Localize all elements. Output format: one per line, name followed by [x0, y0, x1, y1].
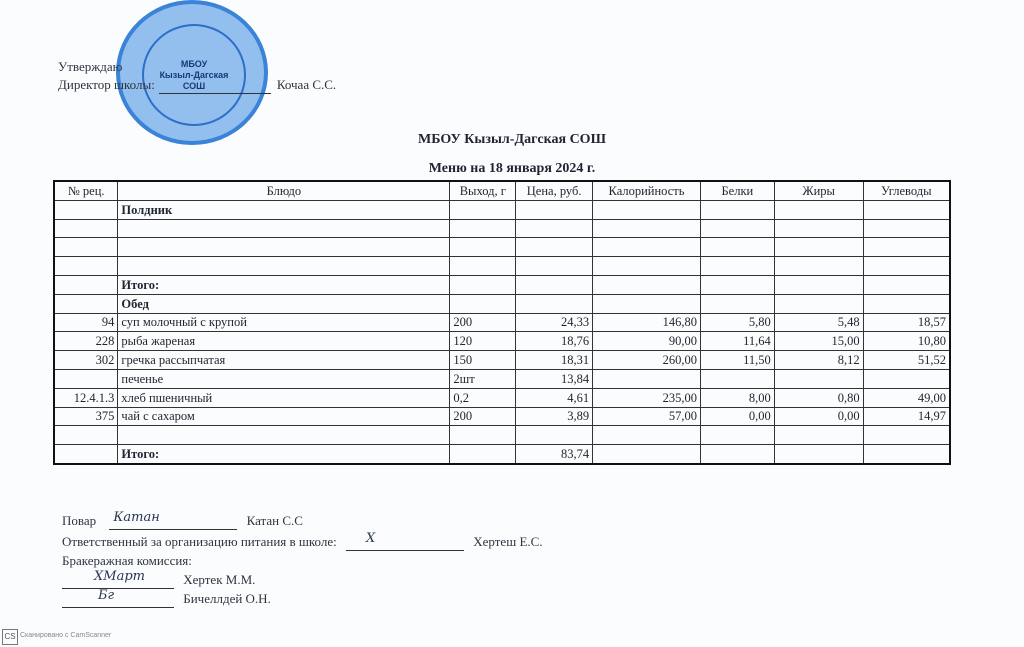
table-row: [54, 238, 950, 257]
member2-handwriting: Бг: [98, 588, 115, 603]
cell-rec: [54, 275, 118, 294]
cell-cal: [593, 426, 701, 445]
cell-cal: [593, 257, 701, 276]
member1-signature-line: [62, 571, 255, 589]
cell-carb: 51,52: [863, 351, 950, 370]
cell-dish: гречка рассыпчатая: [118, 351, 450, 370]
cell-rec: [54, 238, 118, 257]
cell-carb: 18,57: [863, 313, 950, 332]
cell-carb: [863, 294, 950, 313]
col-header: Жиры: [774, 181, 863, 200]
cell-fat: 0,00: [774, 407, 863, 426]
member2-signature: [62, 588, 174, 608]
cell-dish: Итого:: [118, 275, 450, 294]
cell-fat: 5,48: [774, 313, 863, 332]
cell-out: 150: [450, 351, 516, 370]
responsible-label: Ответственный за организацию питания в школе:: [62, 534, 337, 549]
cell-carb: 10,80: [863, 332, 950, 351]
cell-cal: [593, 275, 701, 294]
cell-price: [516, 275, 593, 294]
table-row: [54, 200, 950, 219]
cell-dish: рыба жареная: [118, 332, 450, 351]
cell-out: [450, 238, 516, 257]
cell-prot: 0,00: [700, 407, 774, 426]
responsible-signature: [346, 531, 464, 551]
table-row: [54, 332, 950, 351]
cell-fat: [774, 445, 863, 464]
cell-price: 4,61: [516, 388, 593, 407]
stamp-line: СОШ: [182, 80, 206, 91]
cell-prot: [700, 200, 774, 219]
cell-cal: 146,80: [593, 313, 701, 332]
cell-cal: [593, 200, 701, 219]
cell-out: 0,2: [450, 388, 516, 407]
cell-carb: [863, 219, 950, 238]
cell-carb: [863, 200, 950, 219]
cell-fat: [774, 426, 863, 445]
member1-handwriting: ХМарт: [94, 569, 145, 584]
cell-prot: [700, 219, 774, 238]
cell-fat: 8,12: [774, 351, 863, 370]
cook-name: Катан С.С: [246, 513, 303, 528]
cell-price: [516, 200, 593, 219]
col-header: Блюдо: [118, 181, 450, 200]
director-signature-line: [159, 79, 271, 94]
cell-cal: 90,00: [593, 332, 701, 351]
cell-out: 200: [450, 313, 516, 332]
cell-prot: [700, 445, 774, 464]
member1-name: Хертек М.М.: [183, 572, 256, 587]
cell-prot: 5,80: [700, 313, 774, 332]
responsible-handwriting: Х: [366, 531, 376, 546]
cell-fat: [774, 294, 863, 313]
cell-rec: [54, 445, 118, 464]
cell-out: [450, 445, 516, 464]
cell-prot: 11,64: [700, 332, 774, 351]
cell-dish: [118, 219, 450, 238]
cell-price: [516, 238, 593, 257]
approval-block: [58, 58, 336, 94]
cell-carb: 49,00: [863, 388, 950, 407]
table-row: [54, 426, 950, 445]
cell-carb: [863, 275, 950, 294]
menu-title: Меню на 18 января 2024 г.: [428, 161, 596, 176]
table-row: [54, 369, 950, 388]
table-row: [54, 351, 950, 370]
cell-price: [516, 294, 593, 313]
cell-price: 24,33: [516, 313, 593, 332]
approval-label: Утверждаю: [58, 59, 123, 74]
cell-price: [516, 257, 593, 276]
responsible-name: Хертеш Е.С.: [473, 534, 543, 549]
table-row: [54, 257, 950, 276]
col-header: Углеводы: [863, 181, 950, 200]
cell-cal: [593, 369, 701, 388]
cell-rec: 228: [54, 332, 118, 351]
cell-rec: 302: [54, 351, 118, 370]
cell-prot: [700, 275, 774, 294]
responsible-signature-line: [62, 533, 543, 551]
cell-dish: суп молочный с крупой: [118, 313, 450, 332]
col-header: Цена, руб.: [516, 181, 593, 200]
cell-prot: [700, 257, 774, 276]
table-row: [54, 313, 950, 332]
menu-table: [53, 180, 951, 465]
cook-label: Повар: [62, 513, 97, 528]
table-header-row: [54, 181, 950, 200]
cell-out: [450, 200, 516, 219]
cell-rec: 375: [54, 407, 118, 426]
cell-fat: [774, 219, 863, 238]
camscanner-text: Сканировано с CamScanner: [20, 632, 112, 639]
cell-cal: 260,00: [593, 351, 701, 370]
cell-out: [450, 257, 516, 276]
cell-cal: 57,00: [593, 407, 701, 426]
table-row: [54, 445, 950, 464]
cell-rec: [54, 369, 118, 388]
cell-dish: Полдник: [118, 200, 450, 219]
cell-dish: [118, 238, 450, 257]
cell-out: [450, 426, 516, 445]
cell-price: 83,74: [516, 445, 593, 464]
cell-dish: Обед: [118, 294, 450, 313]
cell-dish: хлеб пшеничный: [118, 388, 450, 407]
col-header: № рец.: [54, 181, 118, 200]
cell-price: [516, 219, 593, 238]
cell-fat: [774, 369, 863, 388]
cell-carb: [863, 257, 950, 276]
cell-prot: 8,00: [700, 388, 774, 407]
cook-signature-line: [62, 512, 303, 530]
cell-dish: чай с сахаром: [118, 407, 450, 426]
commission-label: Бракеражная комиссия:: [62, 553, 192, 568]
cook-signature: [109, 510, 237, 530]
cell-rec: [54, 257, 118, 276]
school-title: МБОУ Кызыл-Дагская СОШ: [418, 132, 606, 147]
director-name: Кочаа С.С.: [276, 77, 337, 92]
col-header: Белки: [700, 181, 774, 200]
member2-signature-line: [62, 590, 271, 608]
cell-fat: 0,80: [774, 388, 863, 407]
cell-rec: [54, 294, 118, 313]
cell-rec: 94: [54, 313, 118, 332]
cell-rec: [54, 426, 118, 445]
cell-price: 18,76: [516, 332, 593, 351]
cell-fat: 15,00: [774, 332, 863, 351]
cell-price: 13,84: [516, 369, 593, 388]
cell-rec: [54, 200, 118, 219]
cell-carb: [863, 445, 950, 464]
cell-out: [450, 219, 516, 238]
cook-handwriting: Катан: [113, 510, 160, 525]
table-row: [54, 219, 950, 238]
stamp-line: Кызыл-Дагская: [159, 69, 229, 80]
cell-fat: [774, 238, 863, 257]
stamp-line: МБОУ: [180, 58, 208, 69]
cell-prot: [700, 426, 774, 445]
cell-rec: [54, 219, 118, 238]
cell-price: 18,31: [516, 351, 593, 370]
cell-prot: [700, 294, 774, 313]
col-header: Калорийность: [593, 181, 701, 200]
cell-fat: [774, 257, 863, 276]
cell-out: [450, 275, 516, 294]
director-line: [58, 76, 336, 94]
cell-cal: [593, 219, 701, 238]
cell-fat: [774, 200, 863, 219]
cell-prot: [700, 238, 774, 257]
director-label: Директор школы:: [58, 77, 155, 92]
cell-out: 2шт: [450, 369, 516, 388]
member1-signature: [62, 569, 174, 589]
cell-carb: [863, 238, 950, 257]
cell-prot: 11,50: [700, 351, 774, 370]
cell-cal: [593, 294, 701, 313]
cell-carb: [863, 369, 950, 388]
cell-dish: печенье: [118, 369, 450, 388]
table-row: [54, 294, 950, 313]
table-row: [54, 275, 950, 294]
col-header: Выход, г: [450, 181, 516, 200]
cell-cal: [593, 238, 701, 257]
cell-out: 200: [450, 407, 516, 426]
cell-out: 120: [450, 332, 516, 351]
table-row: [54, 388, 950, 407]
cell-prot: [700, 369, 774, 388]
cell-carb: 14,97: [863, 407, 950, 426]
cell-price: [516, 426, 593, 445]
cell-out: [450, 294, 516, 313]
cell-price: 3,89: [516, 407, 593, 426]
cell-cal: 235,00: [593, 388, 701, 407]
cell-rec: 12.4.1.3: [54, 388, 118, 407]
cell-cal: [593, 445, 701, 464]
cell-dish: [118, 257, 450, 276]
cell-carb: [863, 426, 950, 445]
table-row: [54, 407, 950, 426]
cell-dish: Итого:: [118, 445, 450, 464]
camscanner-logo: CS: [2, 629, 18, 645]
cell-dish: [118, 426, 450, 445]
member2-name: Бичеллдей О.Н.: [183, 591, 271, 606]
cell-fat: [774, 275, 863, 294]
